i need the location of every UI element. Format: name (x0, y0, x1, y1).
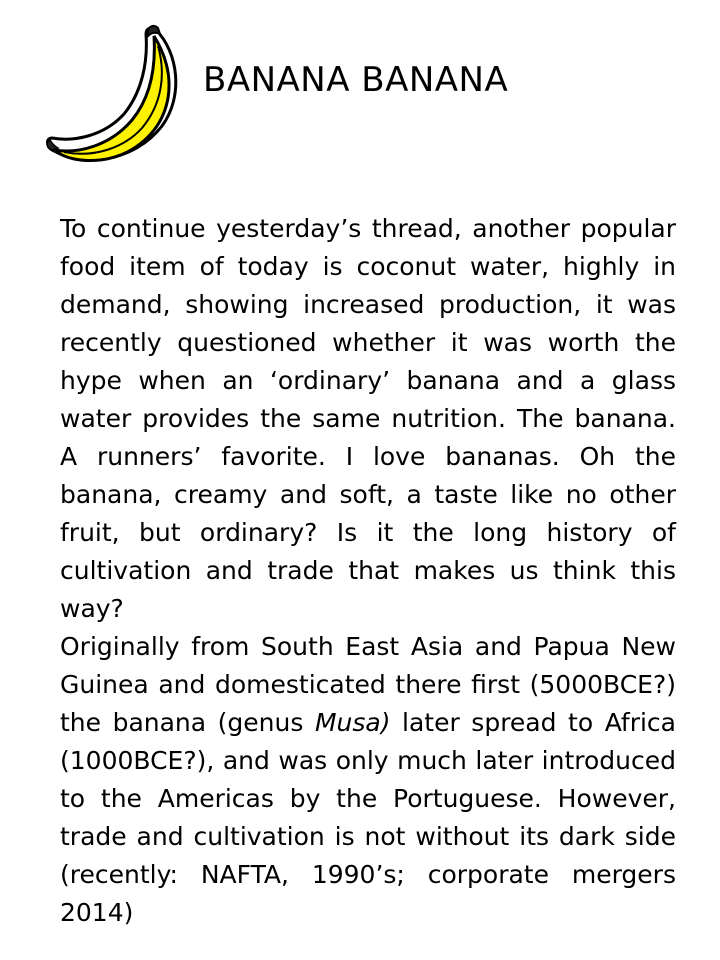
page-title: BANANA BANANA (203, 60, 509, 100)
paragraph-2-text-a: Originally from South East Asia and Papua New Guinea and domesticated there first (5000BCE?) the banana (genus (60, 632, 676, 737)
article-body (60, 210, 676, 932)
paragraph-1: To continue yesterday’s thread, another popular food item of today is coconut water, highly in demand, showing increased production, it was recently questioned whether it was worth the hype when an ‘ordinary’ banana and a glass water provides the same nutrition. The banana. A runners’ favorite. I love bananas. Oh the banana, creamy and soft, a taste like no other fruit, but ordinary? Is it the long history of cultivation and trade that makes us think this way? (60, 214, 676, 623)
paragraph-2-text-b: later spread to Africa (1000BCE?), and was only much later introduced to the Americas by the Portuguese. However, trade and cultivation is not without its dark side (recently: NAFTA, 1990’s; corporate mergers 2014) (60, 708, 676, 927)
banana-icon (44, 22, 194, 182)
paragraph-2 (60, 628, 676, 932)
genus-name: Musa) (314, 708, 391, 737)
